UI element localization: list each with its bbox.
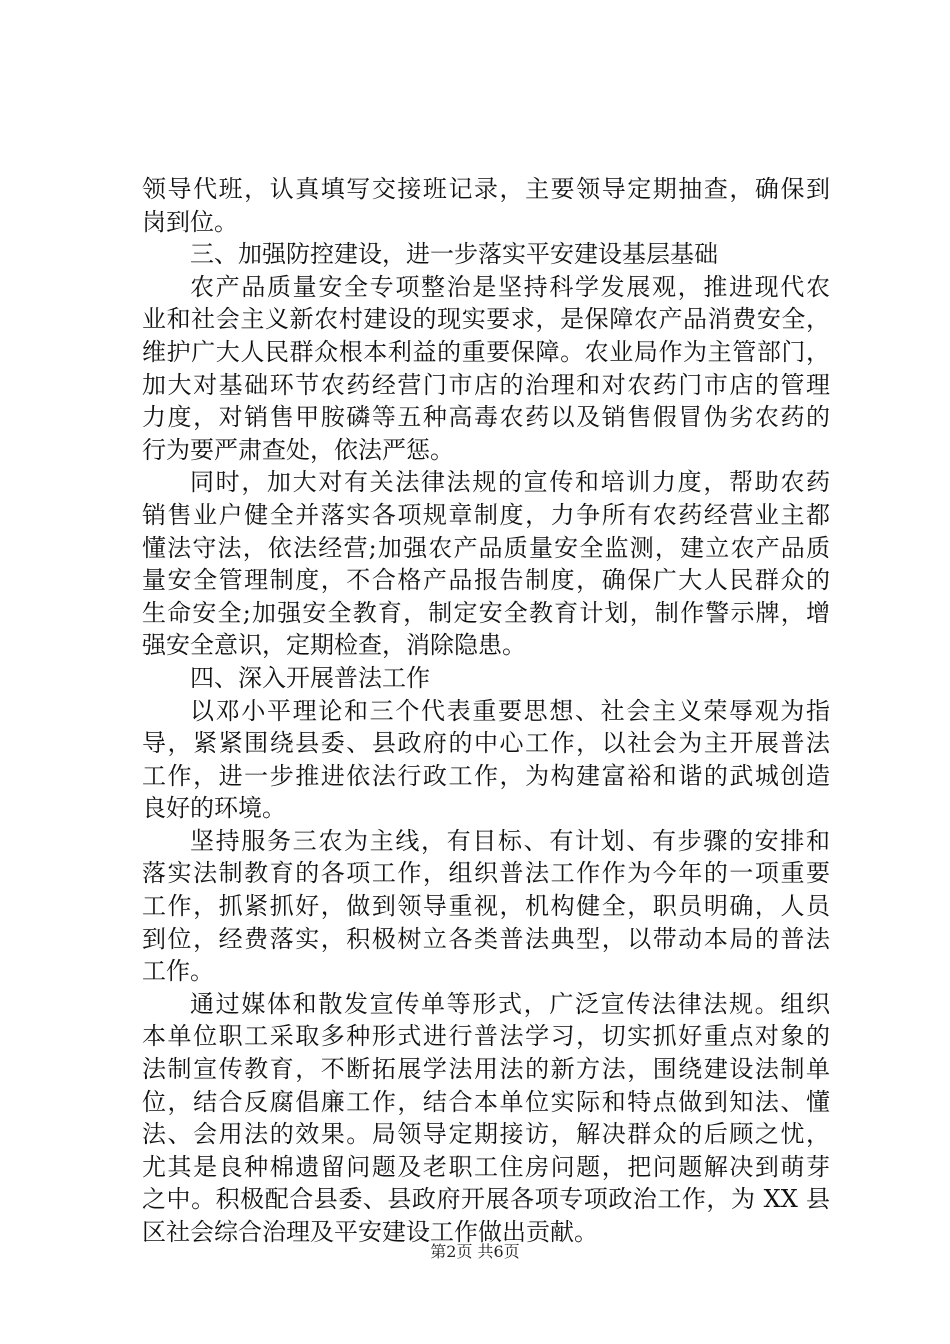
text-line <box>142 434 830 467</box>
text-line-content: 维护广大人民群众根本利益的重要保障。农业局作为主管部门， <box>142 337 830 366</box>
text-line-content: 三、加强防控建设，进一步落实平安建设基层基础 <box>190 240 718 269</box>
text-line <box>142 271 830 304</box>
text-line <box>142 923 830 956</box>
text-line-content: 领导代班，认真填写交接班记录，主要领导定期抽查，确保到 <box>142 175 830 203</box>
text-line <box>142 890 830 923</box>
text-line <box>142 206 830 239</box>
text-line-content: 到位，经费落实，积极树立各类普法典型，以带动本局的普法 <box>142 924 830 953</box>
text-line <box>142 336 830 369</box>
text-line <box>142 173 830 206</box>
text-line <box>142 401 830 434</box>
text-line-content: 工作，进一步推进依法行政工作，为构建富裕和谐的武城创造 <box>142 761 830 790</box>
text-line-content: 加大对基础环节农药经营门市店的治理和对农药门市店的管理 <box>142 370 830 399</box>
text-line <box>142 727 830 760</box>
text-line-content: 通过媒体和散发宣传单等形式，广泛宣传法律法规。组织 <box>190 989 830 1018</box>
text-line-content: 本单位职工采取多种形式进行普法学习，切实抓好重点对象的 <box>142 1022 830 1051</box>
text-line <box>142 1183 830 1216</box>
text-line-content: 四、深入开展普法工作 <box>190 663 430 692</box>
text-line <box>142 1053 830 1086</box>
text-line-content: 工作。 <box>142 957 214 986</box>
text-line-content: 位，结合反腐倡廉工作，结合本单位实际和特点做到知法、懂 <box>142 1087 830 1116</box>
text-line-content: 坚持服务三农为主线，有目标、有计划、有步骤的安排和 <box>190 826 830 855</box>
text-line-content: 区社会综合治理及平安建设工作做出贡献。 <box>142 1218 598 1246</box>
text-line-content: 落实法制教育的各项工作，组织普法工作作为今年的一项重要 <box>142 859 830 888</box>
text-line-content: 岗到位。 <box>142 207 238 236</box>
text-line-content: 工作，抓紧抓好，做到领导重视，机构健全，职员明确，人员 <box>142 892 830 921</box>
text-line-content: 同时，加大对有关法律法规的宣传和培训力度，帮助农药 <box>190 468 830 497</box>
text-line <box>142 564 830 597</box>
text-line <box>142 597 830 630</box>
text-line <box>142 825 830 858</box>
text-line-content: 法制宣传教育，不断拓展学法用法的新方法，围绕建设法制单 <box>142 1055 830 1084</box>
text-line <box>142 532 830 565</box>
text-line <box>142 1086 830 1119</box>
text-line <box>142 695 830 728</box>
text-line <box>142 369 830 402</box>
text-line-content: 农产品质量安全专项整治是坚持科学发展观，推进现代农 <box>190 272 830 301</box>
text-line-content: 业和社会主义新农村建设的现实要求，是保障农产品消费安全， <box>142 305 830 334</box>
text-line-content: 良好的环境。 <box>142 794 286 823</box>
text-line-content: 以邓小平理论和三个代表重要思想、社会主义荣辱观为指 <box>190 696 830 725</box>
text-line <box>142 662 830 695</box>
text-line-content: 力度，对销售甲胺磷等五种高毒农药以及销售假冒伪劣农药的 <box>142 403 830 432</box>
text-line-content: 尤其是良种棉遗留问题及老职工住房问题，把问题解决到萌芽 <box>142 1152 830 1181</box>
text-line-content: 导，紧紧围绕县委、县政府的中心工作，以社会为主开展普法 <box>142 729 830 758</box>
text-line <box>142 792 830 825</box>
text-line <box>142 1020 830 1053</box>
text-line <box>142 857 830 890</box>
text-line <box>142 988 830 1021</box>
text-line <box>142 303 830 336</box>
page-number-footer: 第2页 共6页 <box>430 1242 520 1261</box>
text-line <box>142 238 830 271</box>
text-line-content: 法、会用法的效果。局领导定期接访，解决群众的后顾之忧， <box>142 1120 830 1149</box>
text-line-content: 生命安全;加强安全教育，制定安全教育计划，制作警示牌，增 <box>142 598 830 627</box>
text-line <box>142 1151 830 1184</box>
text-line-content: 强安全意识，定期检查，消除隐患。 <box>142 631 526 660</box>
text-line <box>142 499 830 532</box>
text-line-content: 行为要严肃查处，依法严惩。 <box>142 435 454 464</box>
text-line-content: 之中。积极配合县委、县政府开展各项专项政治工作，为 XX 县 <box>142 1185 830 1214</box>
text-line <box>142 955 830 988</box>
text-line <box>142 760 830 793</box>
text-line <box>142 1118 830 1151</box>
text-line-content: 量安全管理制度，不合格产品报告制度，确保广大人民群众的 <box>142 566 830 595</box>
text-line-content: 懂法守法，依法经营;加强农产品质量安全监测，建立农产品质 <box>142 533 830 562</box>
document-body <box>142 173 830 1249</box>
text-line-content: 销售业户健全并落实各项规章制度，力争所有农药经营业主都 <box>142 500 830 529</box>
text-line <box>142 629 830 662</box>
text-line <box>142 466 830 499</box>
